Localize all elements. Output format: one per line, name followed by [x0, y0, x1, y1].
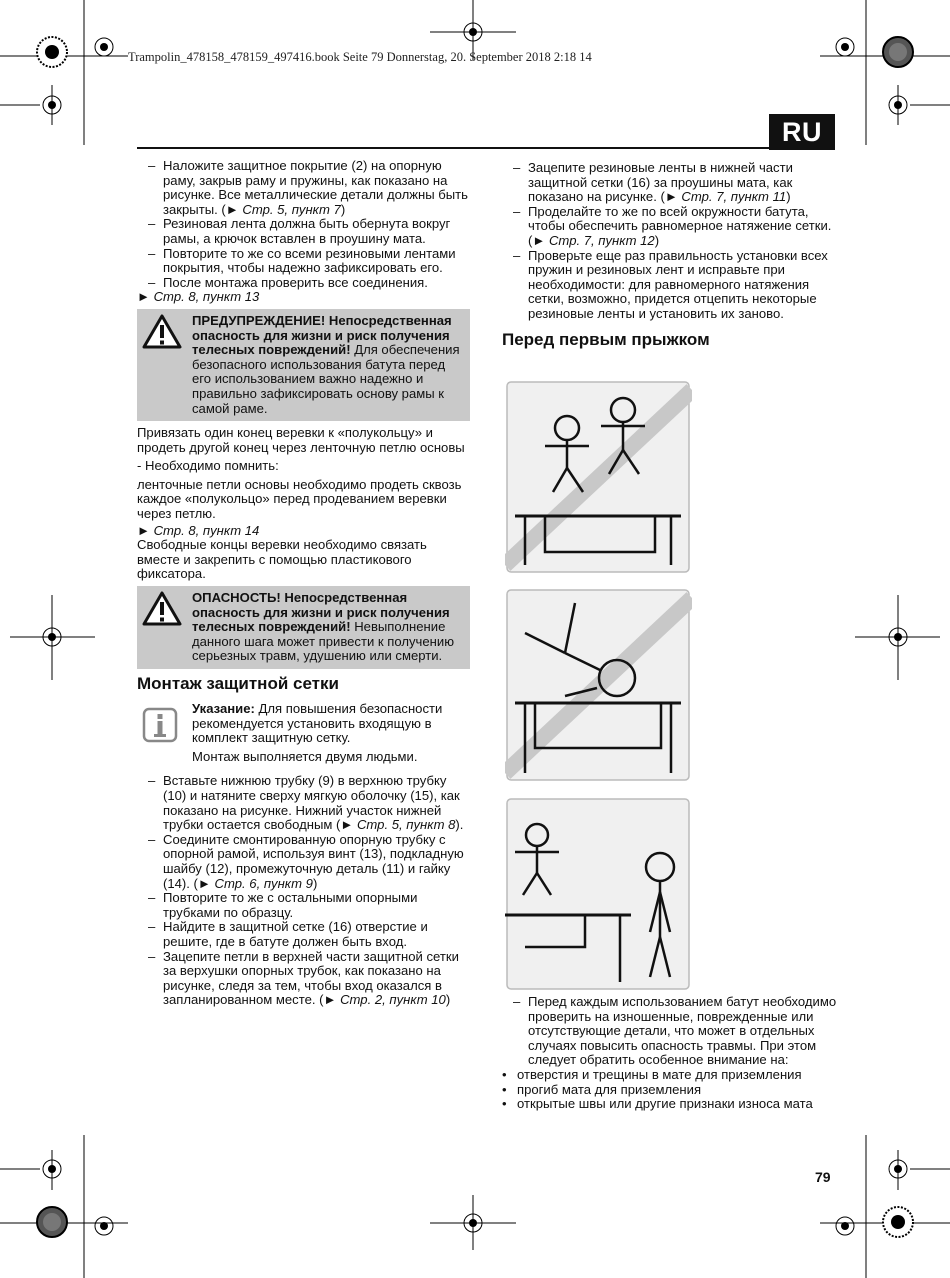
list-item-text: Соедините смонтированную опорную трубку с опорной рамой, используя винт (13), подкладную шайбу (12), промежуточную деталь (11) и гайку (14). ( — [163, 831, 464, 891]
note-heading: Указание: — [192, 701, 255, 716]
note-box — [137, 702, 470, 764]
list-item-text: Повторите то же с остальными опорными трубками по образцу. — [163, 890, 418, 920]
paragraph: - Необходимо помнить: — [137, 458, 279, 474]
header-rule — [137, 147, 835, 149]
left-steps-list — [137, 159, 470, 290]
list-item-text: Резиновая лента должна быть обернута вокруг рамы, а крючок вставлен в проушину мата. — [163, 216, 451, 246]
page-reference: ► Стр. 5, пункт 8 — [340, 817, 456, 833]
bullet-item: • прогиб мата для приземления — [502, 1083, 837, 1098]
list-item-text: Наложите защитное покрытие (2) на опорную раму, закрыв раму и пружины, как показано на рисунке. Все металлические детали должны быть закрыты. ( — [163, 158, 468, 217]
list-item-end: ) — [340, 201, 346, 217]
list-item-text: Вставьте нижнюю трубку (9) в верхнюю трубку (10) и натяните сверху мягкую оболочку (15), как показано на рисунке. Нижний участок нижней трубки остается свободным ( — [163, 773, 460, 833]
list-item — [137, 276, 470, 291]
list-item-text: Зацепите резиновые ленты в нижней части защитной сетки (16) за проушины мата, как показано на рисунке. ( — [528, 160, 793, 205]
warning-text: Для обеспечения безопасного использования батута перед его использованием важно надежно и правильно зафиксировать основу рамы к самой раме. — [192, 342, 460, 416]
illustration-two-jumpers-prohibited — [505, 380, 690, 575]
list-item-text: После монтажа проверить все соединения. — [163, 274, 428, 290]
danger-heading: ОПАСНОСТЬ! Непосредственная опасность для жизни и риск получения телесных повреждений! — [192, 590, 450, 635]
right-steps-list — [502, 995, 837, 1068]
list-item-text: Проверьте еще раз правильность установки всех пружин и резиновых лент и исправьте при необходимости: для равномерного натяжения сетки, возможно, придется отцепить некоторые резиновые ленты и установить их заново. — [528, 247, 828, 321]
list-item-end: ) — [786, 189, 791, 205]
page-reference: ► Стр. 5, пункт 7 — [225, 201, 341, 217]
left-steps-list — [137, 774, 470, 1008]
list-item-end: ). — [455, 817, 464, 833]
list-item-end: ) — [445, 992, 451, 1008]
danger-box — [137, 586, 470, 669]
page-reference: ► Стр. 7, пункт 12 — [532, 232, 655, 248]
list-item — [502, 995, 837, 1068]
page-reference: ► Стр. 2, пункт 10 — [323, 992, 446, 1008]
list-item — [137, 159, 470, 217]
list-item-end: ) — [654, 232, 660, 248]
running-head: Trampolin_478158_478159_497416.book Seite 79 Donnerstag, 20. September 2018 2:18 14 — [128, 50, 592, 64]
list-item — [137, 833, 470, 891]
warning-triangle-icon — [142, 591, 182, 627]
list-item — [502, 249, 837, 322]
list-item — [137, 891, 470, 920]
list-item-text: Повторите то же со всеми резиновыми лентами покрытия, чтобы надежно зафиксировать его. — [163, 245, 456, 276]
list-item — [137, 217, 470, 246]
list-item — [502, 161, 837, 205]
list-item — [137, 247, 470, 276]
right-column — [502, 161, 837, 358]
list-item-end: ) — [312, 875, 318, 891]
list-item-text: Проделайте то же по всей окружности батута, чтобы обеспечить равномерное натяжение сетки. ( — [528, 203, 832, 248]
danger-text: Невыполнение данного шага может привести к получению серьезных травм, удушению или смерти. — [192, 619, 455, 664]
page-number: 79 — [815, 1169, 831, 1185]
warning-triangle-icon — [142, 314, 182, 350]
note-text: Монтаж выполняется двумя людьми. — [192, 748, 418, 764]
list-item-text: Перед каждым использованием батут необходимо проверить на изношенные, поврежденные или отсутствующие детали, что может в отдельных случаях повысить опасность травмы. При этом следует обратить особенное внимание на: — [528, 994, 837, 1068]
section-title: Перед первым прыжком — [502, 329, 710, 349]
list-item — [137, 774, 470, 832]
warning-heading: ПРЕДУПРЕЖДЕНИЕ! Непосредственная опасность для жизни и риск получения телесных повреждений! — [192, 312, 452, 358]
note-text: Для повышения безопасности рекомендуется установить входящую в комплект защитную сетку. — [192, 701, 443, 746]
language-badge: RU — [769, 114, 835, 150]
page-reference: ► Стр. 8, пункт 14 — [137, 522, 260, 538]
list-item — [137, 920, 470, 949]
page-reference: ► Стр. 6, пункт 9 — [197, 875, 313, 891]
inspection-bullet-list — [502, 1068, 837, 1112]
illustration-single-jumper — [505, 797, 690, 992]
page-reference: ► Стр. 8, пункт 13 — [137, 289, 260, 305]
list-item-text: Зацепите петли в верхней части защитной сетки за верхушки опорных трубок, как показано на рисунке, следя за тем, чтобы вход оказался в запланированном месте. ( — [163, 948, 459, 1008]
paragraph: ленточные петли основы необходимо продеть сквозь каждое «полукольцо» перед продеванием веревки через петлю. — [137, 476, 462, 522]
warning-box — [137, 309, 470, 421]
section-title: Монтаж защитной сетки — [137, 674, 339, 693]
paragraph: Свободные концы веревки необходимо связать вместе и закрепить с помощью пластикового фиксатора. — [137, 537, 427, 582]
right-column-bottom — [502, 995, 837, 1112]
illustration-somersault-prohibited — [505, 588, 690, 783]
info-note-icon — [142, 707, 178, 743]
list-item-text: Найдите в защитной сетке (16) отверстие и решите, где в батуте должен быть вход. — [163, 919, 428, 949]
bullet-item: • открытые швы или другие признаки износа мата — [502, 1097, 837, 1112]
right-steps-list — [502, 161, 837, 322]
list-item — [137, 950, 470, 1008]
paragraph: Привязать один конец веревки к «полукольцу» и продеть другой конец через ленточную петлю основы — [137, 425, 465, 455]
list-item — [502, 205, 837, 249]
page-reference: ► Стр. 7, пункт 11 — [664, 189, 787, 205]
bullet-item: • отверстия и трещины в мате для приземления — [502, 1068, 837, 1083]
left-column — [137, 159, 470, 1008]
